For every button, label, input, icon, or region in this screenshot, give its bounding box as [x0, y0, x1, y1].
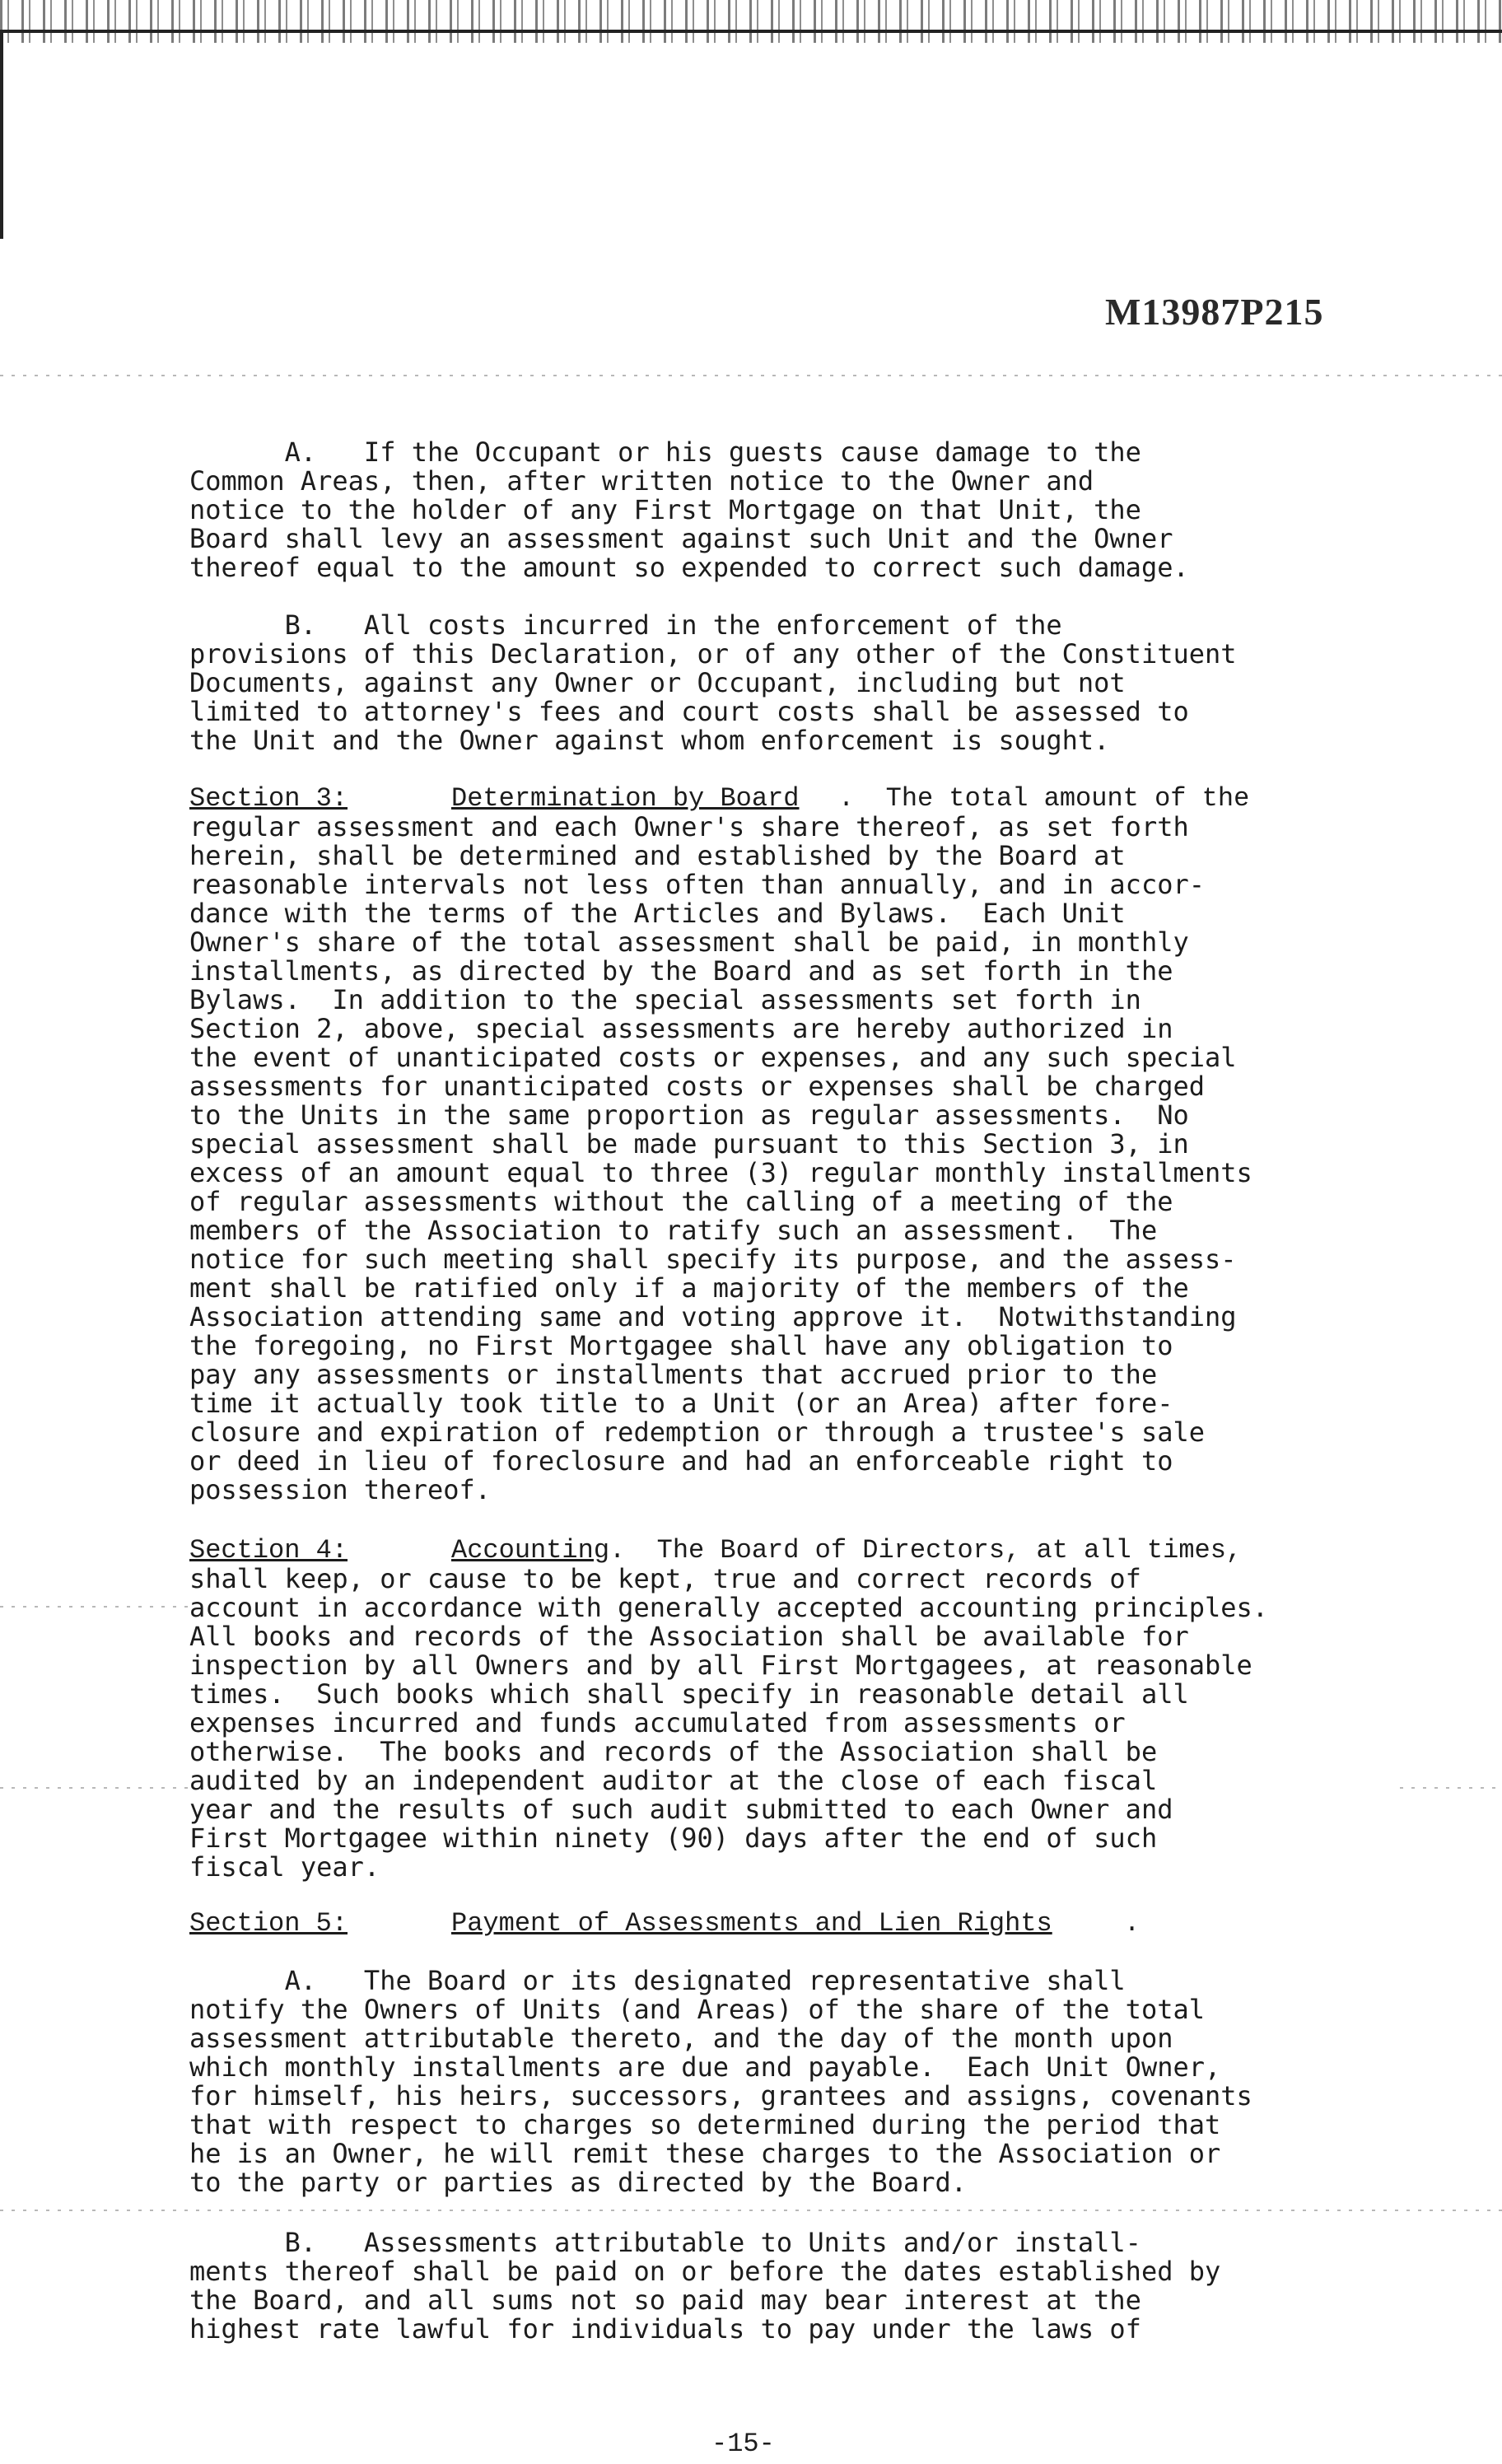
section-3-line: time it actually took title to a Unit (or an Area) after fore-: [189, 1388, 1173, 1419]
document-number: M13987P215: [1105, 291, 1324, 333]
scan-speck: [0, 2210, 1502, 2211]
section-3-line: Bylaws. In addition to the special assessments set forth in: [189, 984, 1141, 1015]
section-5-b-line: ments thereof shall be paid on or before the dates established by: [189, 2256, 1221, 2287]
paragraph-b-line: the Unit and the Owner against whom enforcement is sought.: [189, 725, 1110, 756]
section-3-line: notice for such meeting shall specify its purpose, and the assess-: [189, 1244, 1237, 1275]
section-3-line: possession thereof.: [189, 1474, 492, 1505]
paragraph-b-line: Documents, against any Owner or Occupant, including but not: [189, 667, 1126, 698]
section-4-line: fiscal year.: [189, 1851, 380, 1883]
section-5-a-line: A. The Board or its designated representative shall: [189, 1965, 1126, 1996]
section-4-body: [189, 1565, 1268, 1882]
section-5-paragraph-b: [189, 2228, 1220, 2344]
section-5-a-line: which monthly installments are due and payable. Each Unit Owner,: [189, 2051, 1221, 2083]
section-3-line: of regular assessments without the calling of a meeting of the: [189, 1186, 1173, 1217]
section-3-line: to the Units in the same proportion as regular assessments. No: [189, 1099, 1189, 1131]
section-3-line: closure and expiration of redemption or through a trustee's sale: [189, 1416, 1205, 1448]
section-4-line: expenses incurred and funds accumulated from assessments or: [189, 1707, 1126, 1738]
section-4-line: shall keep, or cause to be kept, true and correct records of: [189, 1563, 1141, 1594]
section-4-line: account in accordance with generally accepted accounting principles.: [189, 1592, 1269, 1623]
section-3-line: installments, as directed by the Board and as set forth in the: [189, 955, 1173, 987]
section-4-label: Section 4:: [189, 1535, 348, 1566]
paragraph-a-line: thereof equal to the amount so expended to correct such damage.: [189, 552, 1189, 583]
section-4-first-line: . The Board of Directors, at all times,: [609, 1535, 1243, 1566]
section-5-b-line: highest rate lawful for individuals to pay under the laws of: [189, 2313, 1141, 2345]
scan-top-line: [0, 30, 1502, 33]
section-3-line: assessments for unanticipated costs or expenses shall be charged: [189, 1071, 1205, 1102]
section-5-a-line: to the party or parties as directed by the Board.: [189, 2167, 968, 2198]
section-3-line: Owner's share of the total assessment shall be paid, in monthly: [189, 926, 1189, 958]
section-3-line: special assessment shall be made pursuant to this Section 3, in: [189, 1128, 1189, 1160]
scan-speck: [1400, 1787, 1502, 1789]
section-3-first-line: . The total amount of the: [838, 783, 1250, 814]
section-3-line: or deed in lieu of foreclosure and had an enforceable right to: [189, 1445, 1173, 1477]
paragraph-b-line: limited to attorney's fees and court costs shall be assessed to: [189, 696, 1189, 727]
section-3-line: the event of unanticipated costs or expenses, and any such special: [189, 1042, 1237, 1073]
section-3-line: the foregoing, no First Mortgagee shall have any obligation to: [189, 1330, 1173, 1361]
section-3-line: pay any assessments or installments that accrued prior to the: [189, 1359, 1158, 1390]
section-3-line: members of the Association to ratify such an assessment. The: [189, 1215, 1158, 1246]
section-3-label: Section 3:: [189, 783, 348, 814]
section-3-line: Section 2, above, special assessments are hereby authorized in: [189, 1013, 1173, 1044]
section-4-title: Accounting: [451, 1535, 610, 1566]
scan-top-artifact: [0, 0, 1502, 43]
section-5-title-suffix: .: [1124, 1908, 1140, 1939]
section-3-line: regular assessment and each Owner's share thereof, as set forth: [189, 811, 1189, 842]
section-5-a-line: for himself, his heirs, successors, grantees and assigns, covenants: [189, 2080, 1252, 2112]
scan-speck: [0, 375, 1502, 376]
paragraph-b-line: provisions of this Declaration, or of any other of the Constituent: [189, 638, 1237, 670]
section-5-a-line: notify the Owners of Units (and Areas) of the share of the total: [189, 1994, 1205, 2025]
section-3-line: herein, shall be determined and established by the Board at: [189, 840, 1126, 871]
paragraph-b-line: B. All costs incurred in the enforcement of the: [189, 609, 1062, 641]
section-3-title: Determination by Board: [451, 783, 800, 814]
scan-speck: [0, 1787, 189, 1789]
section-5-a-line: he is an Owner, he will remit these charges to the Association or: [189, 2138, 1221, 2169]
section-3-body: [189, 813, 1252, 1505]
section-5-b-line: the Board, and all sums not so paid may bear interest at the: [189, 2284, 1141, 2316]
paragraph-b: [189, 611, 1237, 755]
section-5-title: Payment of Assessments and Lien Rights: [451, 1908, 1052, 1939]
section-4-line: year and the results of such audit submitted to each Owner and: [189, 1794, 1173, 1825]
section-4-line: otherwise. The books and records of the Association shall be: [189, 1736, 1158, 1767]
section-3-line: Association attending same and voting approve it. Notwithstanding: [189, 1301, 1237, 1332]
section-3-line: dance with the terms of the Articles and Bylaws. Each Unit: [189, 898, 1126, 929]
paragraph-a-line: Common Areas, then, after written notice to the Owner and: [189, 465, 1094, 497]
section-4-line: audited by an independent auditor at the close of each fiscal: [189, 1765, 1158, 1796]
section-5-b-line: B. Assessments attributable to Units and/or install-: [189, 2227, 1141, 2258]
scan-speck: [0, 1606, 189, 1608]
page-number: -15-: [711, 2429, 775, 2459]
section-5-a-line: assessment attributable thereto, and the day of the month upon: [189, 2023, 1173, 2054]
section-4-line: All books and records of the Association shall be available for: [189, 1621, 1189, 1652]
section-3-line: excess of an amount equal to three (3) regular monthly installments: [189, 1157, 1252, 1188]
section-4-line: times. Such books which shall specify in reasonable detail all: [189, 1678, 1189, 1710]
paragraph-a-line: A. If the Occupant or his guests cause damage to the: [189, 436, 1141, 468]
paragraph-a-line: Board shall levy an assessment against such Unit and the Owner: [189, 523, 1173, 554]
paragraph-a: [189, 438, 1189, 582]
section-3-line: ment shall be ratified only if a majority of the members of the: [189, 1272, 1189, 1304]
paragraph-a-line: notice to the holder of any First Mortgage on that Unit, the: [189, 494, 1141, 525]
scan-left-mark: [0, 33, 3, 239]
section-4-line: inspection by all Owners and by all First Mortgagees, at reasonable: [189, 1650, 1252, 1681]
section-4-line: First Mortgagee within ninety (90) days after the end of such: [189, 1822, 1158, 1854]
section-5-label: Section 5:: [189, 1908, 348, 1939]
section-3-line: reasonable intervals not less often than annually, and in accor-: [189, 869, 1205, 900]
section-5-paragraph-a: [189, 1967, 1252, 2197]
section-5-a-line: that with respect to charges so determined during the period that: [189, 2109, 1221, 2140]
